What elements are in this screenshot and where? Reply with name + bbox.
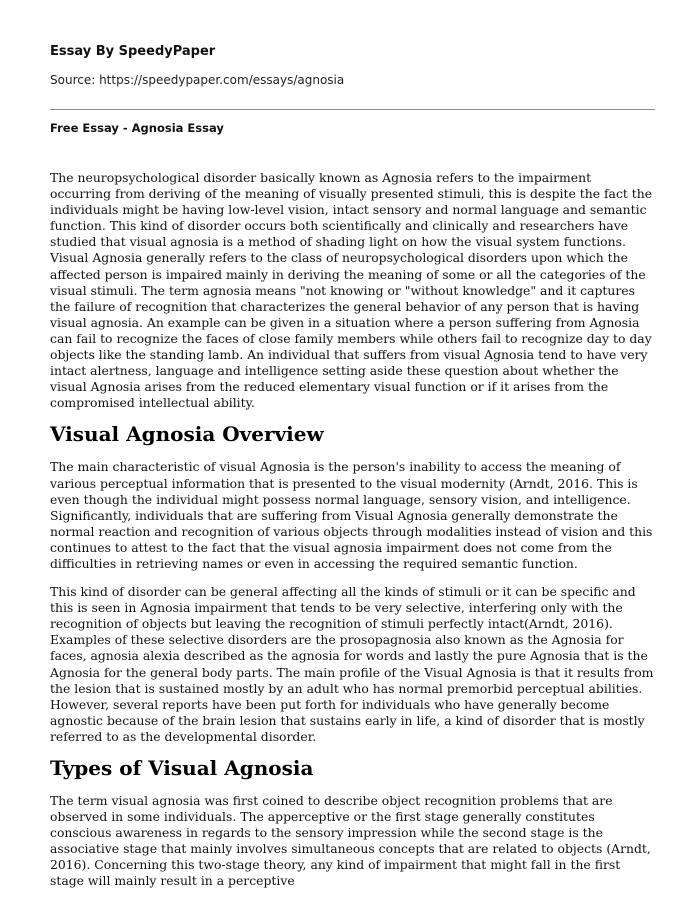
section-heading-overview: Visual Agnosia Overview (50, 422, 324, 447)
section-heading-types: Types of Visual Agnosia (50, 756, 314, 780)
site-header-title: Essay By SpeedyPaper (50, 44, 216, 59)
essay-body (50, 170, 655, 902)
header-divider (50, 109, 655, 110)
overview-paragraph-2: This kind of disorder can be general affecting all the kinds of stimuli or it can be specific and this is seen in Agnosia impairment that tends to be very selective, interfering only with the recognition of objects but leaving the recognition of stimuli perfectly intact(Arndt, 2016). Examples of these selective disorders are the prosopagnosia also known as the Agnosia for faces, agnosia alexia described as the agnosia for words and lastly the pure Agnosia that is the Agnosia for the general body parts. The main profile of the Visual Agnosia is that it results from the lesion that is sustained mostly by an adult who has normal premorbid perceptual abilities. However, several reports have been put forth for individuals who have generally become agnostic because of the brain lesion that sustains early in life, a kind of disorder that is mostly referred to as the developmental disorder. (50, 584, 654, 744)
intro-paragraph: The neuropsychological disorder basically known as Agnosia refers to the impairment occurring from deriving of the meaning of visually presented stimuli, this is despite the fact the individuals might be having low-level vision, intact sensory and normal language and semantic function. This kind of disorder occurs both scientifically and clinically and researchers have studied that visual agnosia is a method of shading light on how the visual system functions. Visual Agnosia generally refers to the class of neuropsychological disorders upon which the affected person is impaired mainly in deriving the meaning of some or all the categories of the visual stimuli. The term agnosia means "not knowing or "without knowledge" and it captures the failure of recognition that characterizes the general behavior of any person that is having visual agnosia. An example can be given in a situation where a person suffering from Agnosia can fail to recognize the faces of close family members while others fail to recognize day to day objects like the standing lamb. An individual that suffers from visual Agnosia tend to have very intact alertness, language and intelligence setting aside these question about whether the visual Agnosia arises from the reduced elementary visual function or if it arises from the compromised intellectual ability. (50, 170, 653, 411)
overview-paragraph-1: The main characteristic of visual Agnosia is the person's inability to access the meaning of various perceptual information that is presented to the visual modernity (Arndt, 2016. This is even though the individual might possess normal language, sensory vision, and intelligence. Significantly, individuals that are suffering from Visual Agnosia generally demonstrate the normal reaction and recognition of various objects through modalities instead of vision and this continues to attest to the fact that the visual agnosia impairment does not come from the difficulties in retrieving names or even in accessing the required semantic function. (50, 459, 653, 571)
types-paragraph-1: The term visual agnosia was first coined to describe object recognition problems that are observed in some individuals. The apperceptive or the first stage generally constitutes conscious awareness in regards to the sensory impression while the second stage is the associative stage that mainly involves simultaneous concepts that are related to objects (Arndt, 2016). Concerning this two-stage theory, any kind of impairment that might fall in the first stage will mainly result in a perceptive (50, 793, 651, 889)
source-line: Source: https://speedypaper.com/essays/agnosia (50, 73, 345, 87)
essay-title: Free Essay - Agnosia Essay (50, 121, 224, 135)
